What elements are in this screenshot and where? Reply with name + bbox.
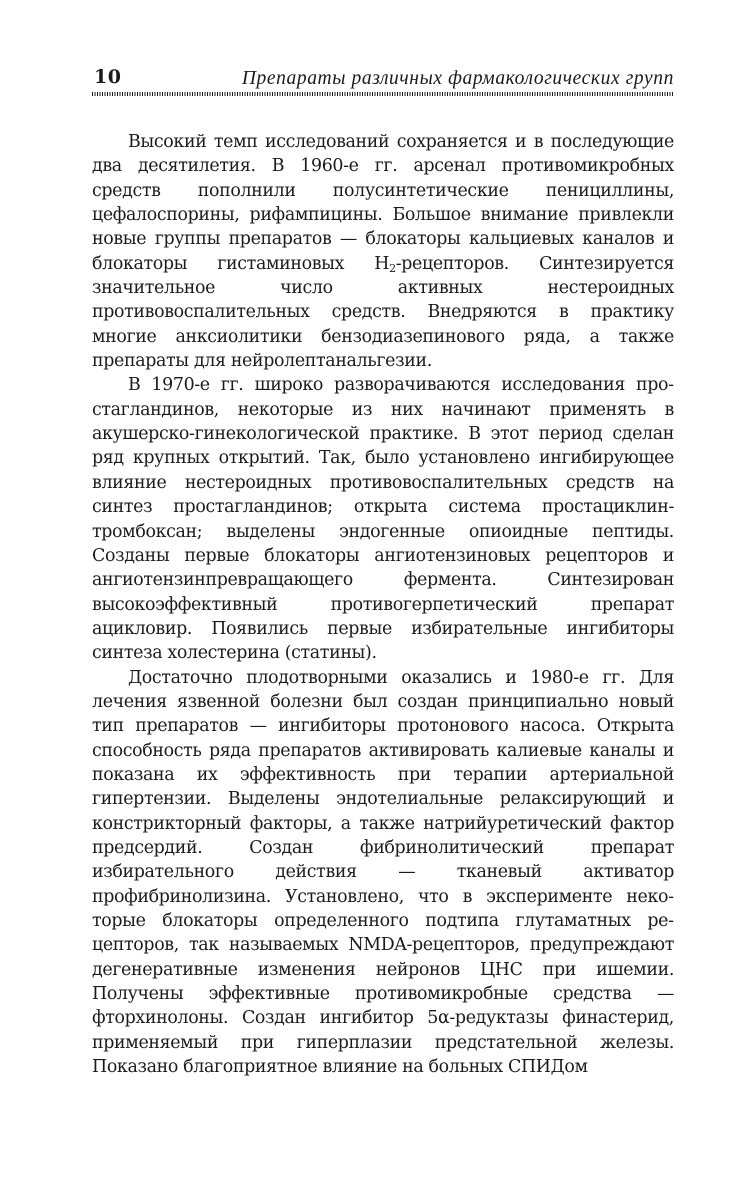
- body-text: [92, 130, 674, 1079]
- paragraph-1960s-text-end: -рецепторов. Синтезируется значительное число активных нестероидных противовоспалительных средств. Внедряются в практику многие анксиолитики бензодиазепинового ряда, а также препараты для нейролептанальгезии.: [92, 253, 674, 372]
- paragraph-1960s: [92, 130, 674, 373]
- page-number: 10: [94, 66, 122, 88]
- subscript-2: 2: [389, 261, 396, 275]
- book-page: [92, 62, 674, 1078]
- running-title: Препараты различных фармакологических групп: [241, 68, 674, 89]
- paragraph-1960s-text-start: Высокий темп исследований сохраняется и в последующие два десятилетия. В 1960-е гг. арсенал противомикробных средств пополнили полусинтетические пенициллины, цефалоспорины, рифампицины. Большое внимание привлекли новые группы препаратов — блокаторы кальциевых каналов и блокаторы гистаминовых H: [92, 132, 674, 274]
- header-rule: [92, 92, 674, 96]
- paragraph-1980s: Достаточно плодотворными оказались и 1980-е гг. Для лечения язвенной болезни был создан принципиально новый тип препаратов — ингибиторы протонового насоса. Открыта способность ряда препаратов активировать калиевые каналы и показана их эффективность при терапии артериальной гипертензии. Выделены эндотелиальные релаксирующий и констрикторный факторы, а также натрийуретический фактор предсердий. Создан фибринолитический препарат избирательного действия — тканевый активатор профибринолизина. Установлено, что в эксперименте некоторые блокаторы определенного подтипа глутаматных рецепторов, так называемых NMDA-рецепторов, предупреждают дегенеративные изменения нейронов ЦНС при ишемии. Получены эффективные противомикробные средства — фторхинолоны. Создан ингибитор 5α-редуктазы финастерид, применяемый при гиперплазии предстательной железы. Показано благоприятное влияние на больных СПИДом: [92, 667, 674, 1078]
- running-header: [92, 62, 674, 90]
- paragraph-1970s: В 1970-е гг. широко разворачиваются исследования простагландинов, некоторые из них начинают применять в акушерско-гинекологической практике. В этот период сделан ряд крупных открытий. Так, было установлено ингибирующее влияние нестероидных противовоспалительных средств на синтез простагландинов; открыта система простациклин-тромбоксан; выделены эндогенные опиоидные пептиды. Созданы первые блокаторы ангиотензиновых рецепторов и ангиотензинпревращающего фермента. Синтезирован высокоэффективный противогерпетический препарат ацикловир. Появились первые избирательные ингибиторы синтеза холестерина (статины).: [92, 375, 674, 664]
